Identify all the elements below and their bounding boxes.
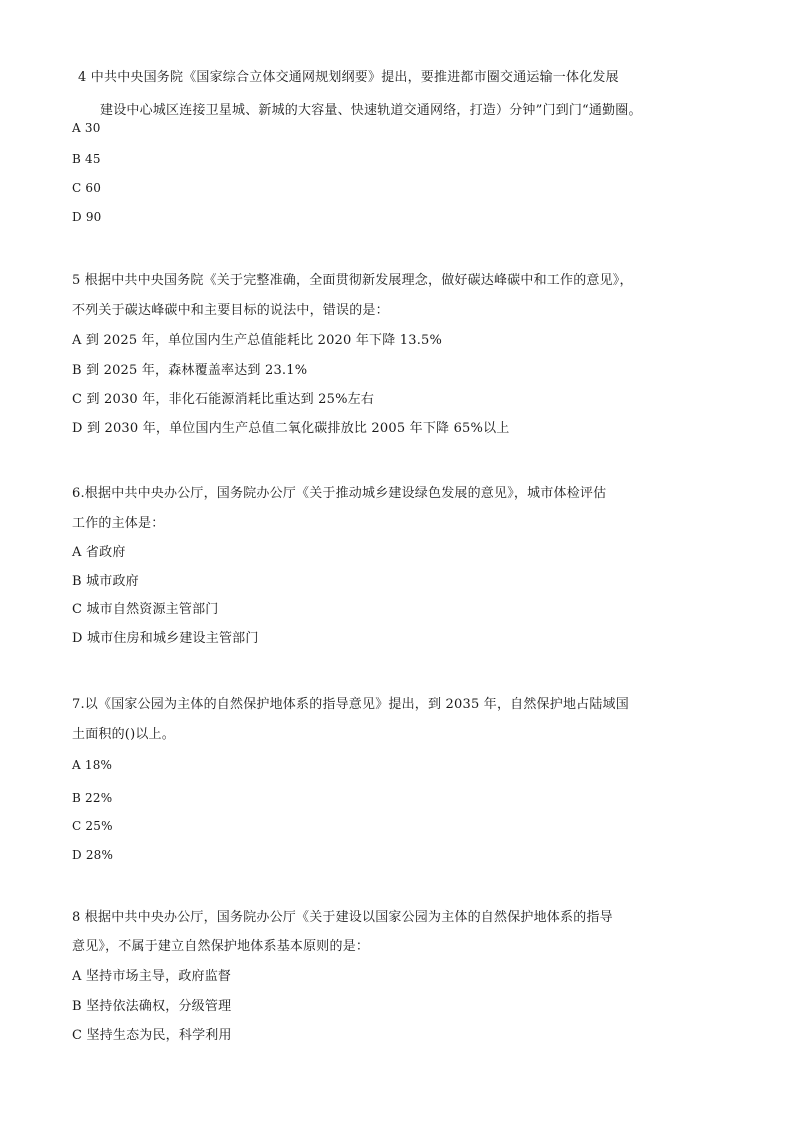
question-5-option-c: C 到 2030 年，非化石能源消耗比重达到 25%左右 [72, 392, 375, 407]
question-8-option-a: A 坚持市场主导，政府监督 [72, 969, 232, 984]
question-4-stem-line-1: 4 中共中央国务院《国家综合立体交通网规划纲要》提出，要推进都市圈交通运输一体化发展 [78, 70, 619, 85]
question-6-option-c: C 城市自然资源主管部门 [72, 602, 219, 617]
question-5-option-a: A 到 2025 年，单位国内生产总值能耗比 2020 年下降 13.5% [72, 333, 443, 348]
question-8-option-b: B 坚持依法确权，分级管理 [72, 999, 232, 1014]
question-4-option-d: D 90 [72, 210, 102, 224]
question-7-option-a: A 18% [72, 758, 113, 772]
question-5-option-b: B 到 2025 年，森林覆盖率达到 23.1% [72, 363, 308, 378]
question-7-option-c: C 25% [72, 819, 113, 833]
question-7-option-d: D 28% [72, 848, 114, 862]
question-7-option-b: B 22% [72, 791, 113, 805]
question-7-stem-line-2: 土面积的()以上。 [72, 727, 175, 742]
question-8-stem-line-1: 8 根据中共中央办公厅，国务院办公厅《关于建设以国家公园为主体的自然保护地体系的指导 [72, 910, 613, 925]
question-6-option-d: D 城市住房和城乡建设主管部门 [72, 631, 259, 646]
question-5-stem-line-1: 5 根据中共中央国务院《关于完整准确，全面贯彻新发展理念，做好碳达峰碳中和工作的意见》， [72, 273, 633, 288]
question-4-stem-line-2: 建设中心城区连接卫星城、新城的大容量、快速轨道交通网络，打造）分钟”门到门“通勤圈。 [100, 103, 642, 118]
question-5-option-d: D 到 2030 年，单位国内生产总值二氧化碳排放比 2005 年下降 65%以上 [72, 421, 510, 436]
question-6-option-b: B 城市政府 [72, 574, 139, 589]
question-8-stem-line-2: 意见》，不属于建立自然保护地体系基本原则的是： [72, 939, 370, 954]
question-8-option-c: C 坚持生态为民，科学利用 [72, 1028, 232, 1043]
question-5-stem-line-2: 不列关于碳达峰碳中和主要目标的说法中，错误的是： [72, 303, 389, 318]
question-6-option-a: A 省政府 [72, 545, 126, 560]
question-7-stem-line-1: 7.以《国家公园为主体的自然保护地体系的指导意见》提出，到 2035 年，自然保护地占陆域国 [72, 697, 629, 712]
question-4-option-c: C 60 [72, 181, 102, 195]
question-6-stem-line-2: 工作的主体是： [72, 516, 165, 531]
question-4-option-b: B 45 [72, 152, 101, 166]
question-6-stem-line-1: 6.根据中共中央办公厅，国务院办公厅《关于推动城乡建设绿色发展的意见》，城市体检评估 [72, 486, 607, 501]
question-4-option-a: A 30 [72, 121, 101, 135]
